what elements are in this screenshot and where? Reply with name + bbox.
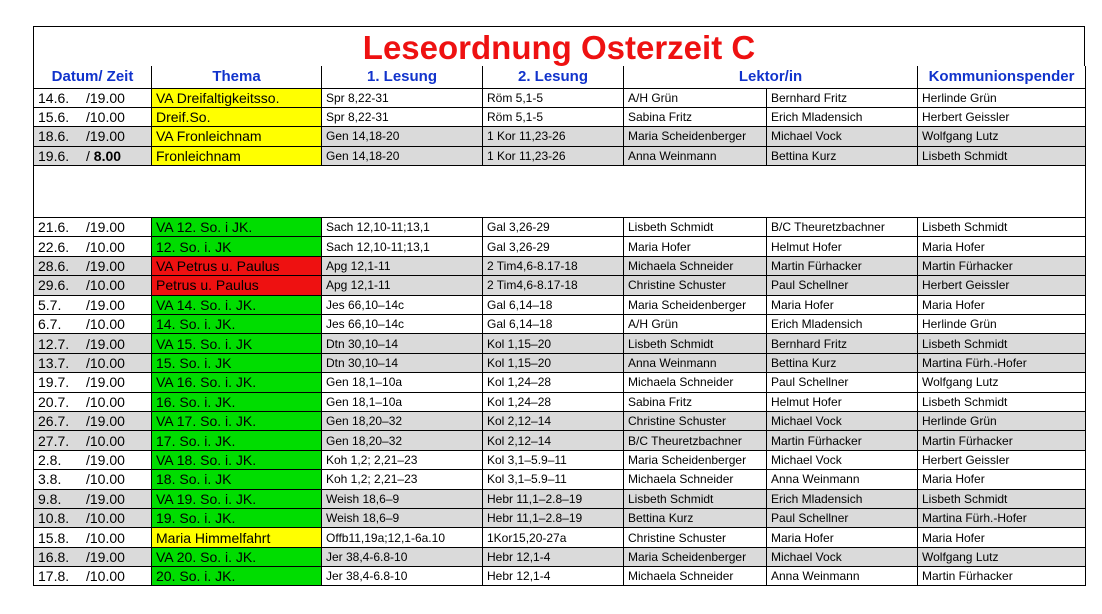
date-value: 27.7. [38, 432, 70, 449]
table-row [34, 237, 1086, 256]
lektor2-cell: B/C Theuretzbachner [767, 218, 918, 237]
table-row [34, 107, 1086, 126]
date-cell [34, 508, 152, 527]
time-value: /19.00 [86, 451, 125, 468]
time-value: /19.00 [86, 335, 125, 352]
lektor2-cell: Michael Vock [767, 547, 918, 566]
lesung1-cell: Offb11,19a;12,1-6a.10 [322, 528, 483, 547]
date-value: 17.8. [38, 568, 70, 585]
date-cell [34, 127, 152, 146]
lektor2-cell: Erich Mladensich [767, 489, 918, 508]
lektor2-cell: Paul Schellner [767, 373, 918, 392]
date-cell [34, 411, 152, 430]
lesung1-cell: Sach 12,10-11;13,1 [322, 218, 483, 237]
theme-cell: VA 14. So. i. JK. [152, 295, 322, 314]
date-value: 9.8. [38, 490, 62, 507]
lektor1-cell: Lisbeth Schmidt [624, 218, 767, 237]
lesung1-cell: Sach 12,10-11;13,1 [322, 237, 483, 256]
theme-cell: 12. So. i. JK [152, 237, 322, 256]
time-value: /10.00 [86, 529, 125, 546]
lesung1-cell: Koh 1,2; 2,21–23 [322, 450, 483, 469]
time-value: /19.00 [86, 374, 125, 391]
lesung1-cell: Weish 18,6–9 [322, 489, 483, 508]
lesung2-cell: Hebr 12,1-4 [483, 547, 624, 566]
table-row [34, 547, 1086, 566]
gap-row [34, 166, 1086, 218]
lesung1-cell: Jer 38,4-6.8-10 [322, 567, 483, 586]
table-row [34, 127, 1086, 146]
time-value: /10.00 [86, 393, 125, 410]
header-kommunion: Kommunionspender [918, 66, 1086, 88]
lesung1-cell: Apg 12,1-11 [322, 256, 483, 275]
lektor2-cell: Martin Fürhacker [767, 431, 918, 450]
date-cell [34, 489, 152, 508]
lektor1-cell: Michaela Schneider [624, 373, 767, 392]
time-value: / [86, 147, 94, 164]
date-cell [34, 295, 152, 314]
lesung1-cell: Spr 8,22-31 [322, 88, 483, 107]
lesung2-cell: Gal 6,14–18 [483, 295, 624, 314]
kommunion-cell: Herbert Geissler [918, 107, 1086, 126]
lesung2-cell: Gal 3,26-29 [483, 218, 624, 237]
date-value: 15.6. [38, 109, 70, 126]
time-value: /19.00 [86, 128, 125, 145]
lesung1-cell: Gen 18,20–32 [322, 411, 483, 430]
kommunion-cell: Lisbeth Schmidt [918, 489, 1086, 508]
date-value: 10.8. [38, 510, 70, 527]
lektor2-cell: Michael Vock [767, 411, 918, 430]
lesung2-cell: 1 Kor 11,23-26 [483, 127, 624, 146]
table-row [34, 411, 1086, 430]
time-value: /10.00 [86, 109, 125, 126]
table-row [34, 218, 1086, 237]
date-cell [34, 334, 152, 353]
lektor2-cell: Anna Weinmann [767, 470, 918, 489]
table-row [34, 528, 1086, 547]
lektor2-cell: Maria Hofer [767, 528, 918, 547]
kommunion-cell: Herlinde Grün [918, 88, 1086, 107]
date-cell [34, 315, 152, 334]
lesung2-cell: Kol 3,1–5.9–11 [483, 470, 624, 489]
table-row [34, 489, 1086, 508]
lesung2-cell: Kol 1,15–20 [483, 334, 624, 353]
time-bold-value: 8.00 [93, 147, 122, 164]
kommunion-cell: Lisbeth Schmidt [918, 218, 1086, 237]
lesung2-cell: Kol 2,12–14 [483, 431, 624, 450]
lesung1-cell: Gen 18,1–10a [322, 373, 483, 392]
date-value: 28.6. [38, 258, 70, 275]
kommunion-cell: Herlinde Grün [918, 315, 1086, 334]
theme-cell: VA 17. So. i. JK. [152, 411, 322, 430]
date-cell [34, 450, 152, 469]
table-row [34, 295, 1086, 314]
lektor2-cell: Paul Schellner [767, 276, 918, 295]
lesung1-cell: Jes 66,10–14c [322, 295, 483, 314]
date-cell [34, 373, 152, 392]
lektor1-cell: B/C Theuretzbachner [624, 431, 767, 450]
date-cell [34, 88, 152, 107]
table-row [34, 353, 1086, 372]
lesung2-cell: 2 Tim4,6-8.17-18 [483, 256, 624, 275]
time-value: /19.00 [86, 490, 125, 507]
date-cell [34, 392, 152, 411]
date-value: 14.6. [38, 89, 70, 106]
kommunion-cell: Lisbeth Schmidt [918, 334, 1086, 353]
time-value: /10.00 [86, 510, 125, 527]
lesung1-cell: Dtn 30,10–14 [322, 334, 483, 353]
lektor2-cell: Erich Mladensich [767, 315, 918, 334]
time-value: /10.00 [86, 568, 125, 585]
lektor2-cell: Paul Schellner [767, 508, 918, 527]
kommunion-cell: Herbert Geissler [918, 276, 1086, 295]
lesung2-cell: Kol 3,1–5.9–11 [483, 450, 624, 469]
kommunion-cell: Maria Hofer [918, 528, 1086, 547]
date-value: 5.7. [38, 296, 62, 313]
theme-cell: Maria Himmelfahrt [152, 528, 322, 547]
lesung1-cell: Jer 38,4-6.8-10 [322, 547, 483, 566]
lektor2-cell: Anna Weinmann [767, 567, 918, 586]
lektor1-cell: Michaela Schneider [624, 567, 767, 586]
theme-cell: VA 15. So. i. JK [152, 334, 322, 353]
lektor1-cell: Maria Scheidenberger [624, 547, 767, 566]
table-row [34, 315, 1086, 334]
date-value: 16.8. [38, 548, 70, 565]
lektor1-cell: Christine Schuster [624, 276, 767, 295]
lesung2-cell: Gal 3,26-29 [483, 237, 624, 256]
table-row [34, 146, 1086, 165]
table-gap [34, 166, 1086, 218]
table-row [34, 256, 1086, 275]
theme-cell: 20. So. i. JK. [152, 567, 322, 586]
kommunion-cell: Wolfgang Lutz [918, 127, 1086, 146]
lesung1-cell: Apg 12,1-11 [322, 276, 483, 295]
time-value: /10.00 [86, 432, 125, 449]
lesung2-cell: 1Kor15,20-27a [483, 528, 624, 547]
date-value: 21.6. [38, 219, 70, 236]
theme-cell: 18. So. i. JK [152, 470, 322, 489]
time-value: /19.00 [86, 413, 125, 430]
date-value: 26.7. [38, 413, 70, 430]
date-cell [34, 237, 152, 256]
kommunion-cell: Maria Hofer [918, 295, 1086, 314]
time-value: /19.00 [86, 89, 125, 106]
date-value: 19.6. [38, 147, 70, 164]
header-row [34, 66, 1086, 88]
table-row [34, 88, 1086, 107]
lesung1-cell: Gen 14,18-20 [322, 146, 483, 165]
lektor1-cell: Lisbeth Schmidt [624, 334, 767, 353]
lesung2-cell: Kol 1,24–28 [483, 392, 624, 411]
lesung2-cell: Röm 5,1-5 [483, 107, 624, 126]
lesung2-cell: Gal 6,14–18 [483, 315, 624, 334]
theme-cell: 16. So. i. JK. [152, 392, 322, 411]
table-body-block2 [34, 218, 1086, 586]
lektor2-cell: Michael Vock [767, 127, 918, 146]
gap-cell [34, 166, 1086, 218]
theme-cell: VA Dreifaltigkeitsso. [152, 88, 322, 107]
time-value: /10.00 [86, 277, 125, 294]
schedule-table [33, 66, 1086, 586]
lesung1-cell: Gen 18,20–32 [322, 431, 483, 450]
date-value: 22.6. [38, 238, 70, 255]
kommunion-cell: Martin Fürhacker [918, 256, 1086, 275]
date-cell [34, 146, 152, 165]
date-cell [34, 528, 152, 547]
lektor2-cell: Bernhard Fritz [767, 88, 918, 107]
date-cell [34, 353, 152, 372]
kommunion-cell: Lisbeth Schmidt [918, 146, 1086, 165]
date-cell [34, 218, 152, 237]
lektor2-cell: Michael Vock [767, 450, 918, 469]
theme-cell: Dreif.So. [152, 107, 322, 126]
date-cell [34, 431, 152, 450]
theme-cell: Petrus u. Paulus [152, 276, 322, 295]
date-value: 12.7. [38, 335, 70, 352]
lesung1-cell: Spr 8,22-31 [322, 107, 483, 126]
table-row [34, 567, 1086, 586]
header-lektor: Lektor/in [624, 66, 918, 88]
lektor1-cell: Lisbeth Schmidt [624, 489, 767, 508]
table-row [34, 470, 1086, 489]
kommunion-cell: Herbert Geissler [918, 450, 1086, 469]
kommunion-cell: Wolfgang Lutz [918, 373, 1086, 392]
theme-cell: VA 12. So. i JK. [152, 218, 322, 237]
kommunion-cell: Martina Fürh.-Hofer [918, 353, 1086, 372]
lektor1-cell: Maria Scheidenberger [624, 450, 767, 469]
lektor1-cell: Bettina Kurz [624, 508, 767, 527]
lesung1-cell: Koh 1,2; 2,21–23 [322, 470, 483, 489]
theme-cell: 19. So. i. JK. [152, 508, 322, 527]
time-value: /19.00 [86, 258, 125, 275]
date-cell [34, 547, 152, 566]
lektor1-cell: A/H Grün [624, 88, 767, 107]
lektor1-cell: Christine Schuster [624, 528, 767, 547]
lesung2-cell: Hebr 12,1-4 [483, 567, 624, 586]
date-cell [34, 107, 152, 126]
date-value: 29.6. [38, 277, 70, 294]
table-row [34, 431, 1086, 450]
theme-cell: VA Fronleichnam [152, 127, 322, 146]
table-row [34, 373, 1086, 392]
lektor1-cell: A/H Grün [624, 315, 767, 334]
lesung2-cell: Kol 1,24–28 [483, 373, 624, 392]
time-value: /10.00 [86, 471, 125, 488]
date-cell [34, 276, 152, 295]
date-cell [34, 256, 152, 275]
kommunion-cell: Herlinde Grün [918, 411, 1086, 430]
lesung1-cell: Gen 14,18-20 [322, 127, 483, 146]
lektor2-cell: Maria Hofer [767, 295, 918, 314]
lesung2-cell: Kol 2,12–14 [483, 411, 624, 430]
time-value: /10.00 [86, 316, 125, 333]
lektor1-cell: Michaela Schneider [624, 470, 767, 489]
date-value: 3.8. [38, 471, 62, 488]
time-value: /19.00 [86, 219, 125, 236]
lesung1-cell: Dtn 30,10–14 [322, 353, 483, 372]
lektor2-cell: Helmut Hofer [767, 392, 918, 411]
theme-cell: VA 20. So. i. JK. [152, 547, 322, 566]
time-value: /10.00 [86, 354, 125, 371]
time-value: /19.00 [86, 548, 125, 565]
lektor1-cell: Michaela Schneider [624, 256, 767, 275]
table-row [34, 392, 1086, 411]
table-body-block1 [34, 88, 1086, 166]
lesung2-cell: Kol 1,15–20 [483, 353, 624, 372]
lesung1-cell: Weish 18,6–9 [322, 508, 483, 527]
lesung2-cell: 1 Kor 11,23-26 [483, 146, 624, 165]
lektor1-cell: Anna Weinmann [624, 353, 767, 372]
kommunion-cell: Martin Fürhacker [918, 431, 1086, 450]
lektor2-cell: Helmut Hofer [767, 237, 918, 256]
date-value: 20.7. [38, 393, 70, 410]
lektor2-cell: Erich Mladensich [767, 107, 918, 126]
theme-cell: 15. So. i. JK [152, 353, 322, 372]
theme-cell: Fronleichnam [152, 146, 322, 165]
date-value: 18.6. [38, 128, 70, 145]
date-value: 13.7. [38, 354, 70, 371]
date-value: 19.7. [38, 374, 70, 391]
date-value: 6.7. [38, 316, 62, 333]
date-value: 15.8. [38, 529, 70, 546]
lektor1-cell: Maria Scheidenberger [624, 295, 767, 314]
lektor2-cell: Martin Fürhacker [767, 256, 918, 275]
lektor1-cell: Sabina Fritz [624, 392, 767, 411]
time-value: /10.00 [86, 238, 125, 255]
date-cell [34, 470, 152, 489]
lesung1-cell: Gen 18,1–10a [322, 392, 483, 411]
lektor1-cell: Maria Hofer [624, 237, 767, 256]
table-row [34, 276, 1086, 295]
table-row [34, 508, 1086, 527]
header-thema: Thema [152, 66, 322, 88]
lektor1-cell: Maria Scheidenberger [624, 127, 767, 146]
lesung2-cell: Hebr 11,1–2.8–19 [483, 508, 624, 527]
lektor1-cell: Sabina Fritz [624, 107, 767, 126]
theme-cell: VA 16. So. i. JK. [152, 373, 322, 392]
lesung1-cell: Jes 66,10–14c [322, 315, 483, 334]
kommunion-cell: Maria Hofer [918, 470, 1086, 489]
theme-cell: VA 18. So. i. JK. [152, 450, 322, 469]
theme-cell: VA Petrus u. Paulus [152, 256, 322, 275]
lektor1-cell: Christine Schuster [624, 411, 767, 430]
lektor2-cell: Bernhard Fritz [767, 334, 918, 353]
theme-cell: VA 19. So. i. JK. [152, 489, 322, 508]
date-value: 2.8. [38, 451, 62, 468]
header-lesung2: 2. Lesung [483, 66, 624, 88]
time-value: /19.00 [86, 296, 125, 313]
lektor2-cell: Bettina Kurz [767, 146, 918, 165]
lesung2-cell: Hebr 11,1–2.8–19 [483, 489, 624, 508]
table-row [34, 334, 1086, 353]
page-title: Leseordnung Osterzeit C [33, 26, 1085, 66]
schedule-sheet [33, 26, 1085, 586]
table-row [34, 450, 1086, 469]
kommunion-cell: Maria Hofer [918, 237, 1086, 256]
kommunion-cell: Lisbeth Schmidt [918, 392, 1086, 411]
theme-cell: 14. So. i. JK. [152, 315, 322, 334]
header-lesung1: 1. Lesung [322, 66, 483, 88]
lektor2-cell: Bettina Kurz [767, 353, 918, 372]
header-datum: Datum/ Zeit [34, 66, 152, 88]
theme-cell: 17. So. i. JK. [152, 431, 322, 450]
kommunion-cell: Martin Fürhacker [918, 567, 1086, 586]
kommunion-cell: Wolfgang Lutz [918, 547, 1086, 566]
date-cell [34, 567, 152, 586]
kommunion-cell: Martina Fürh.-Hofer [918, 508, 1086, 527]
lektor1-cell: Anna Weinmann [624, 146, 767, 165]
lesung2-cell: Röm 5,1-5 [483, 88, 624, 107]
lesung2-cell: 2 Tim4,6-8.17-18 [483, 276, 624, 295]
